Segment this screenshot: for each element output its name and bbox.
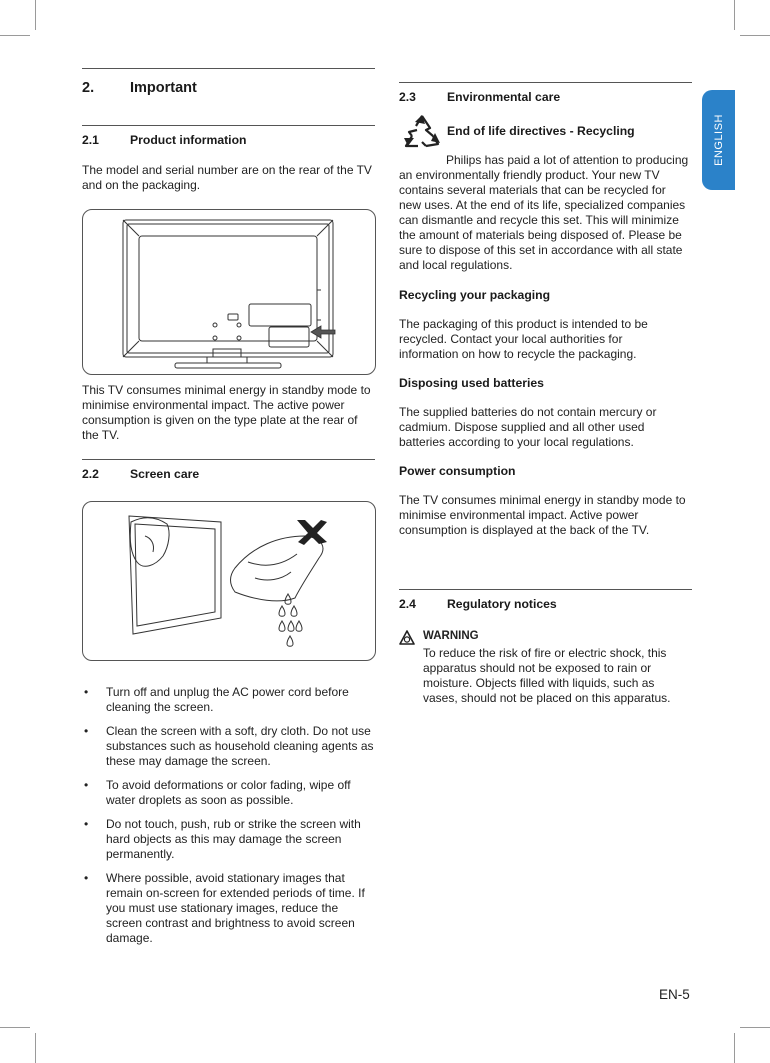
power-text: The TV consumes minimal energy in standby mode to minimise environmental impact. Active power consumption is displayed at the back of the TV. (399, 493, 686, 537)
section-number: 2.4 (399, 597, 416, 611)
tv-rear-illustration (82, 209, 376, 375)
section-rule (399, 82, 692, 83)
screen-care-illustration (82, 501, 376, 661)
warning-text: To reduce the risk of fire or electric shock, this apparatus should not be exposed to rain or moisture. Objects filled with liquids, such as vases, should not be placed on this apparatus. (423, 646, 671, 705)
crop-mark (0, 35, 30, 36)
warning-icon (399, 630, 415, 645)
crop-mark (734, 0, 735, 30)
section-title: Regulatory notices (447, 597, 557, 611)
list-item: • Clean the screen with a soft, dry cloth. Do not use substances such as household cleaning agents as these may damage the screen. (82, 724, 376, 769)
crop-mark (740, 1027, 770, 1028)
list-item: • Where possible, avoid stationary images that remain on-screen for extended periods of time. If you must use stationary images, reduce the screen contrast and brightness to avoid screen damage. (82, 871, 376, 946)
section-rule (82, 125, 375, 126)
subsection-heading (399, 597, 557, 611)
section-rule (82, 459, 375, 460)
batteries-text: The supplied batteries do not contain mercury or cadmium. Dispose supplied and all other used batteries according to your local regulations. (399, 405, 657, 449)
language-tab (702, 90, 735, 190)
product-info-text: The model and serial number are on the rear of the TV and on the packaging. (82, 163, 372, 192)
subsection-heading (82, 133, 246, 147)
list-item: • To avoid deformations or color fading, wipe off water droplets as soon as possible. (82, 778, 376, 808)
section-heading (82, 80, 197, 96)
packaging-heading: Recycling your packaging (399, 288, 551, 302)
power-heading: Power consumption (399, 464, 516, 478)
list-item: • Do not touch, push, rub or strike the screen with hard objects as this may damage the screen permanently. (82, 817, 376, 862)
warning-label: WARNING (423, 630, 479, 642)
screen-care-drawing (83, 502, 375, 660)
screen-care-list (82, 685, 376, 955)
section-number: 2. (82, 80, 95, 96)
batteries-heading: Disposing used batteries (399, 376, 544, 390)
standby-text: This TV consumes minimal energy in standby mode to minimise environmental impact. The active power consumption is given on the type plate at the rear of the TV. (82, 383, 371, 442)
tv-rear-drawing (83, 210, 375, 374)
crop-mark (734, 1033, 735, 1063)
section-number: 2.1 (82, 133, 99, 147)
list-item: • Turn off and unplug the AC power cord before cleaning the screen. (82, 685, 376, 715)
language-tab-label: ENGLISH (712, 114, 725, 166)
section-title: Product information (130, 133, 247, 147)
subsection-heading (82, 467, 199, 481)
recycle-icon (402, 112, 442, 150)
section-title: Environmental care (447, 90, 561, 104)
subsection-heading (399, 90, 560, 104)
recycling-text: Philips has paid a lot of attention to producing an environmentally friendly product. Your new TV contains several materials that can be recycled for new uses. At the end of its life, specialized companies can dismantle and recycle this set. This will minimize the amount of materials being disposed of. Please be sure to dispose of this set in accordance with all state and local regulations. (399, 153, 689, 272)
crop-mark (0, 1027, 30, 1028)
recycling-heading: End of life directives - Recycling (447, 124, 635, 138)
page-number: EN-5 (659, 987, 690, 1002)
crop-mark (35, 1033, 36, 1063)
section-title: Screen care (130, 467, 200, 481)
section-title: Important (130, 80, 197, 96)
crop-mark (35, 0, 36, 30)
packaging-text: The packaging of this product is intended to be recycled. Contact your local authorities for information on how to recycle the packaging. (399, 317, 648, 361)
crop-mark (740, 35, 770, 36)
section-rule (399, 589, 692, 590)
section-number: 2.2 (82, 467, 99, 481)
section-rule (82, 68, 375, 69)
section-number: 2.3 (399, 90, 416, 104)
